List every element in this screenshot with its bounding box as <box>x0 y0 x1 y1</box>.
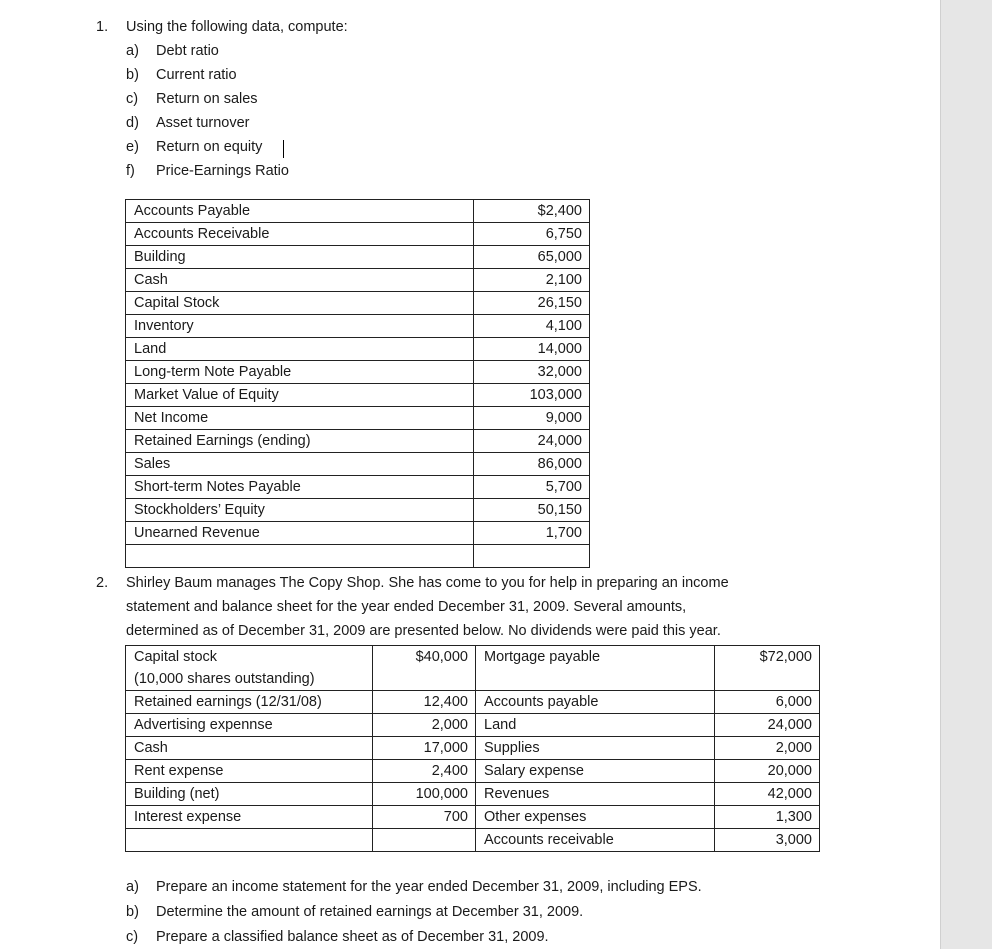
account-value <box>373 829 476 852</box>
table-row <box>126 522 590 545</box>
part-label: d) <box>126 115 139 131</box>
account-name-note: (10,000 shares outstanding) <box>134 671 315 687</box>
part-label: b) <box>126 904 139 920</box>
account-value: 65,000 <box>474 246 590 269</box>
account-name <box>126 829 373 852</box>
account-name <box>126 714 373 737</box>
account-value: 1,700 <box>474 522 590 545</box>
table-row <box>126 714 820 737</box>
account-name-line: Advertising expennse <box>134 717 273 733</box>
part-text: Return on sales <box>156 91 258 107</box>
account-name-line: Cash <box>134 740 168 756</box>
account-name <box>126 760 373 783</box>
part-text: Price-Earnings Ratio <box>156 163 289 179</box>
account-name: Building <box>126 246 474 269</box>
question-number: 1. <box>96 19 109 35</box>
question-intro: Using the following data, compute: <box>126 19 348 35</box>
account-name: Net Income <box>126 407 474 430</box>
window-side-panel <box>940 0 992 949</box>
account-value: $72,000 <box>715 646 820 691</box>
account-value: 14,000 <box>474 338 590 361</box>
account-name <box>126 691 373 714</box>
account-value: $2,400 <box>474 200 590 223</box>
account-name: Mortgage payable <box>476 646 715 691</box>
account-name: Revenues <box>476 783 715 806</box>
account-value: 86,000 <box>474 453 590 476</box>
account-value: 9,000 <box>474 407 590 430</box>
text-cursor <box>283 140 284 158</box>
account-name: Other expenses <box>476 806 715 829</box>
account-value: 24,000 <box>715 714 820 737</box>
account-value: 100,000 <box>373 783 476 806</box>
account-name: Accounts Payable <box>126 200 474 223</box>
part-label: a) <box>126 43 139 59</box>
part-label: b) <box>126 67 139 83</box>
part-label: e) <box>126 139 139 155</box>
account-value: 6,000 <box>715 691 820 714</box>
table-row <box>126 476 590 499</box>
table-row <box>126 453 590 476</box>
data-table-1 <box>125 199 590 568</box>
data-table-2 <box>125 645 820 852</box>
table-row <box>126 338 590 361</box>
account-name <box>126 783 373 806</box>
account-name <box>126 737 373 760</box>
part-text: Debt ratio <box>156 43 219 59</box>
table-row <box>126 407 590 430</box>
account-value: 2,400 <box>373 760 476 783</box>
account-name <box>126 646 373 691</box>
account-name <box>126 806 373 829</box>
account-value: 26,150 <box>474 292 590 315</box>
account-name-line: Interest expense <box>134 809 242 825</box>
account-name-line: Rent expense <box>134 763 224 779</box>
table-row <box>126 691 820 714</box>
account-value: 12,400 <box>373 691 476 714</box>
account-name-line: Building (net) <box>134 786 220 802</box>
table-row <box>126 737 820 760</box>
account-value: 20,000 <box>715 760 820 783</box>
account-name: Short-term Notes Payable <box>126 476 474 499</box>
account-value: 24,000 <box>474 430 590 453</box>
account-value: 4,100 <box>474 315 590 338</box>
table-row <box>126 783 820 806</box>
account-name: Salary expense <box>476 760 715 783</box>
account-value: 1,300 <box>715 806 820 829</box>
part-label: c) <box>126 91 139 107</box>
table-row <box>126 646 820 691</box>
part-text: Prepare a classified balance sheet as of December 31, 2009. <box>156 929 549 945</box>
table-row <box>126 315 590 338</box>
part-label: a) <box>126 879 139 895</box>
account-name: Land <box>126 338 474 361</box>
account-value: 3,000 <box>715 829 820 852</box>
account-value: 42,000 <box>715 783 820 806</box>
part-text: Return on equity <box>156 139 263 155</box>
account-name: Market Value of Equity <box>126 384 474 407</box>
table-row <box>126 246 590 269</box>
account-name: Unearned Revenue <box>126 522 474 545</box>
account-value: 32,000 <box>474 361 590 384</box>
table-row <box>126 384 590 407</box>
account-name: Supplies <box>476 737 715 760</box>
account-value: 6,750 <box>474 223 590 246</box>
question-text: determined as of December 31, 2009 are presented below. No dividends were paid this year. <box>126 623 721 639</box>
account-value: 700 <box>373 806 476 829</box>
account-name: Long-term Note Payable <box>126 361 474 384</box>
table-row <box>126 829 820 852</box>
part-text: Determine the amount of retained earnings at December 31, 2009. <box>156 904 584 920</box>
account-name: Retained Earnings (ending) <box>126 430 474 453</box>
account-value: 2,000 <box>715 737 820 760</box>
account-value <box>474 545 590 568</box>
table-row <box>126 200 590 223</box>
account-name: Accounts receivable <box>476 829 715 852</box>
account-value: 2,100 <box>474 269 590 292</box>
account-name: Inventory <box>126 315 474 338</box>
table-row <box>126 545 590 568</box>
question-text: statement and balance sheet for the year ended December 31, 2009. Several amounts, <box>126 599 687 615</box>
part-text: Asset turnover <box>156 115 250 131</box>
account-name-line: Capital stock <box>134 649 218 665</box>
part-label: f) <box>126 163 135 179</box>
question-text: Shirley Baum manages The Copy Shop. She has come to you for help in preparing an income <box>126 575 729 591</box>
account-name: Land <box>476 714 715 737</box>
part-text: Prepare an income statement for the year ended December 31, 2009, including EPS. <box>156 879 702 895</box>
account-name: Accounts Receivable <box>126 223 474 246</box>
account-name <box>126 545 474 568</box>
table-row <box>126 361 590 384</box>
table-row <box>126 269 590 292</box>
table-row <box>126 499 590 522</box>
table-row <box>126 223 590 246</box>
account-name-line: Retained earnings (12/31/08) <box>134 694 322 710</box>
account-name: Capital Stock <box>126 292 474 315</box>
account-value: $40,000 <box>373 646 476 691</box>
account-value: 2,000 <box>373 714 476 737</box>
account-name: Cash <box>126 269 474 292</box>
account-name: Accounts payable <box>476 691 715 714</box>
account-name: Sales <box>126 453 474 476</box>
part-text: Current ratio <box>156 67 237 83</box>
part-label: c) <box>126 929 139 945</box>
table-row <box>126 806 820 829</box>
account-value: 50,150 <box>474 499 590 522</box>
question-number: 2. <box>96 575 109 591</box>
account-value: 103,000 <box>474 384 590 407</box>
table-row <box>126 430 590 453</box>
account-value: 17,000 <box>373 737 476 760</box>
table-row <box>126 760 820 783</box>
account-value: 5,700 <box>474 476 590 499</box>
table-row <box>126 292 590 315</box>
account-name: Stockholders’ Equity <box>126 499 474 522</box>
